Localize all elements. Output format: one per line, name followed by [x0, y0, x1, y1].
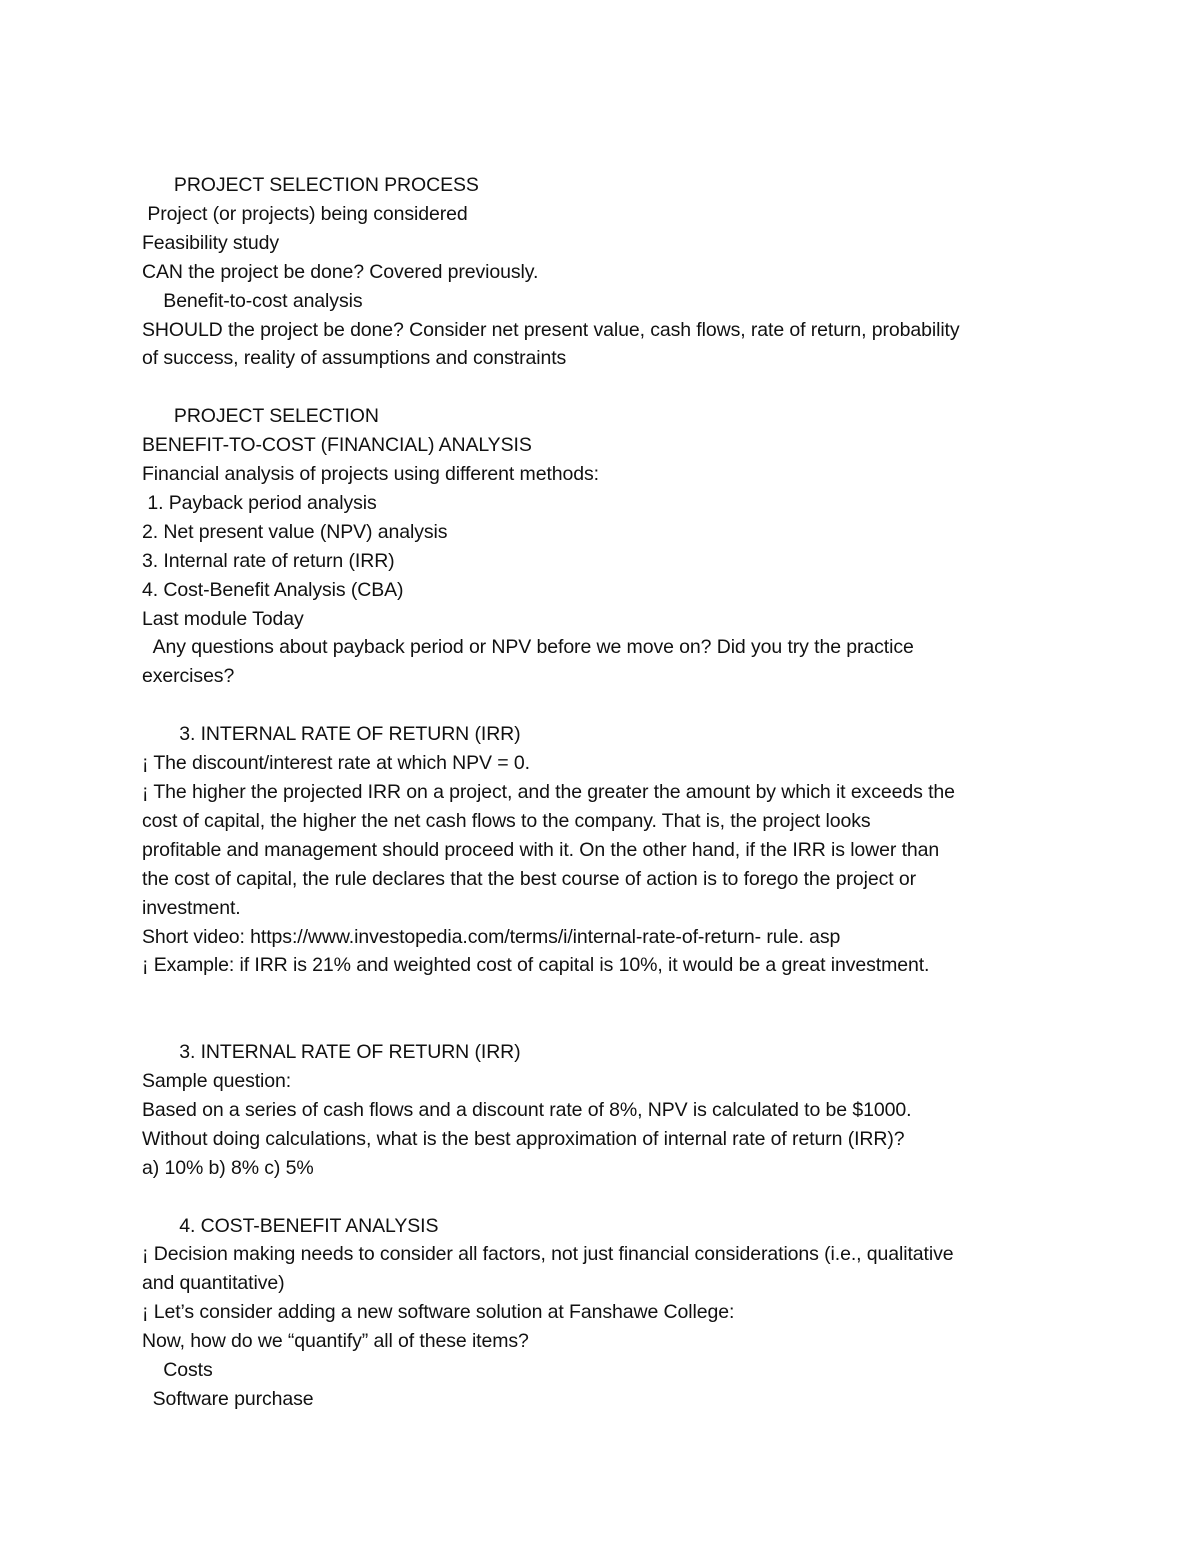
text-line: Any questions about payback period or NPV before we move on? Did you try the practice [142, 636, 914, 659]
video-link-line: Short video: https://www.investopedia.com/terms/i/internal-rate-of-return- rule. asp [142, 925, 841, 948]
text-line: Financial analysis of projects using different methods: [142, 463, 599, 486]
text-line: Now, how do we “quantify” all of these items? [142, 1330, 529, 1353]
text-line: the cost of capital, the rule declares that the best course of action is to forego the project or [142, 867, 916, 890]
text-line: Costs [142, 1359, 213, 1382]
text-line: of success, reality of assumptions and constraints [142, 347, 567, 370]
text-line: profitable and management should proceed with it. On the other hand, if the IRR is lower than [142, 838, 940, 861]
document-body [142, 171, 1062, 1414]
bullet-line: ¡ Example: if IRR is 21% and weighted cost of capital is 10%, it would be a great investment. [142, 954, 930, 977]
text-line: Without doing calculations, what is the best approximation of internal rate of return (IRR)? [142, 1127, 905, 1150]
bullet-line: ¡ Decision making needs to consider all factors, not just financial considerations (i.e., qualitative [142, 1243, 954, 1266]
text-line: Benefit-to-cost analysis [142, 289, 363, 312]
text-line: Sample question: [142, 1070, 292, 1093]
section-title: 3. INTERNAL RATE OF RETURN (IRR) [142, 1041, 521, 1064]
section-title: PROJECT SELECTION PROCESS [142, 174, 479, 196]
text-line: investment. [142, 896, 241, 919]
blank-line [142, 980, 1062, 1009]
blank-line [142, 1009, 1062, 1038]
text-line: BENEFIT-TO-COST (FINANCIAL) ANALYSIS [142, 434, 532, 457]
text-line: Based on a series of cash flows and a discount rate of 8%, NPV is calculated to be $1000. [142, 1098, 912, 1121]
list-item: 1. Payback period analysis [142, 491, 377, 514]
text-line: cost of capital, the higher the net cash flows to the company. That is, the project looks [142, 809, 871, 832]
text-line: Last module Today [142, 607, 304, 630]
text-line: CAN the project be done? Covered previously. [142, 260, 539, 283]
text-line: Project (or projects) being considered [142, 202, 468, 225]
section-title: PROJECT SELECTION [142, 405, 379, 428]
section-title: 3. INTERNAL RATE OF RETURN (IRR) [142, 723, 521, 746]
list-item: 4. Cost-Benefit Analysis (CBA) [142, 578, 404, 601]
blank-line [142, 1183, 1062, 1212]
blank-line [142, 691, 1062, 720]
bullet-line: ¡ The discount/interest rate at which NPV = 0. [142, 752, 530, 775]
text-line: and quantitative) [142, 1272, 285, 1295]
text-line: SHOULD the project be done? Consider net present value, cash flows, rate of return, probability [142, 318, 960, 341]
list-item: 2. Net present value (NPV) analysis [142, 520, 448, 543]
bullet-line: ¡ The higher the projected IRR on a project, and the greater the amount by which it exceeds the [142, 781, 955, 803]
section-title: 4. COST-BENEFIT ANALYSIS [142, 1214, 439, 1237]
text-line: Software purchase [142, 1387, 314, 1410]
text-line: exercises? [142, 665, 235, 688]
answer-options: a) 10% b) 8% c) 5% [142, 1156, 314, 1179]
text-line: Feasibility study [142, 231, 280, 254]
list-item: 3. Internal rate of return (IRR) [142, 549, 395, 572]
blank-line [142, 373, 1062, 402]
bullet-line: ¡ Let’s consider adding a new software solution at Fanshawe College: [142, 1301, 735, 1324]
